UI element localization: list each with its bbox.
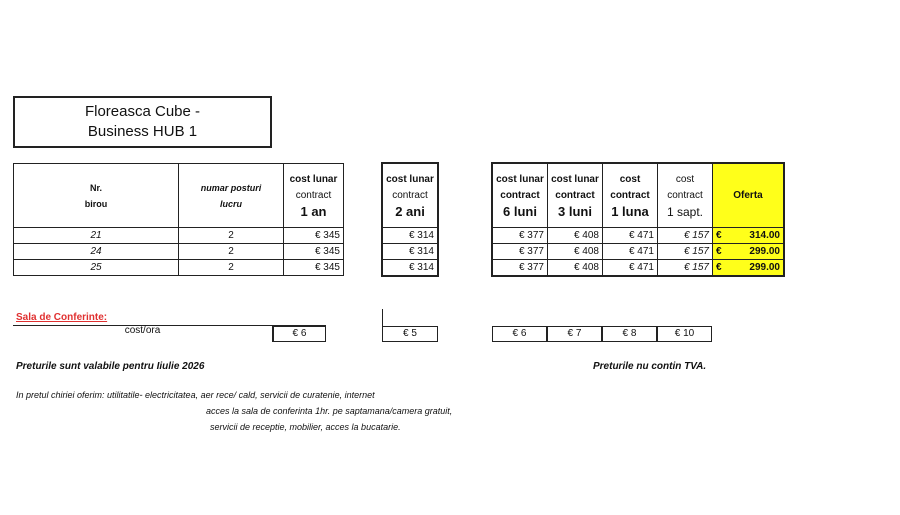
oferta-cell — [713, 244, 784, 260]
table-row — [493, 260, 784, 276]
header-1sapt-b: contract — [667, 189, 703, 201]
header-6luni-b: contract — [500, 189, 540, 201]
cost-6luni-cell: € 377 — [493, 244, 548, 260]
header-3luni-c: 3 luni — [558, 203, 592, 219]
cost-3luni-cell: € 408 — [548, 228, 603, 244]
oferta-cell — [713, 260, 784, 276]
header-6luni-a: cost lunar — [496, 173, 544, 185]
cost-6luni-cell: € 377 — [493, 228, 548, 244]
table-row — [14, 244, 344, 260]
table-row — [14, 228, 344, 244]
title-line-1: Floreasca Cube - — [84, 103, 201, 120]
includes-line-1: In pretul chiriei oferim: utilitatile- electricitatea, aer rece/ cald, servicii de curatenie, internet — [16, 390, 375, 400]
header-6luni — [493, 164, 548, 228]
header-2ani-a: cost lunar — [386, 173, 434, 185]
cost-1luna-cell: € 471 — [603, 260, 658, 276]
table-row — [493, 228, 784, 244]
sala-price-6luni: € 6 — [492, 326, 547, 342]
table-row — [493, 244, 784, 260]
header-cost-1an-b: contract — [295, 189, 332, 201]
posturi-cell: 2 — [179, 228, 284, 244]
header-2ani-c: 2 ani — [395, 203, 425, 219]
cost-1luna-cell: € 471 — [603, 244, 658, 260]
birou-cell: 21 — [14, 228, 179, 244]
sala-price-1sapt: € 10 — [657, 326, 712, 342]
cost-3luni-cell: € 408 — [548, 260, 603, 276]
header-3luni — [548, 164, 603, 228]
table-row — [383, 244, 438, 260]
header-cost-1an-a: cost lunar — [289, 173, 338, 185]
header-1luna-a: cost — [619, 173, 641, 185]
posturi-cell: 2 — [179, 244, 284, 260]
cost-1luna-cell: € 471 — [603, 228, 658, 244]
cost-3luni-cell: € 408 — [548, 244, 603, 260]
short-term-table — [492, 163, 784, 276]
validity-note: Preturile sunt valabile pentru Iiulie 2026 — [16, 361, 205, 372]
oferta-currency: € — [716, 262, 722, 273]
offices-table — [13, 163, 344, 276]
cost-cell: € 314 — [383, 244, 438, 260]
title-box — [13, 96, 272, 148]
cost-1sapt-cell: € 157 — [658, 260, 713, 276]
header-1luna-c: 1 luna — [611, 203, 649, 219]
header-1sapt — [658, 164, 713, 228]
oferta-currency: € — [716, 230, 722, 241]
posturi-cell: 2 — [179, 260, 284, 276]
cost-1sapt-cell: € 157 — [658, 244, 713, 260]
header-2ani-b: contract — [392, 189, 428, 201]
header-oferta: Oferta — [713, 164, 784, 228]
cost-1sapt-cell: € 157 — [658, 228, 713, 244]
includes-line-3: servicii de receptie, mobilier, acces la bucatarie. — [210, 422, 401, 432]
sala-2ani-line — [382, 309, 383, 326]
includes-line-2: acces la sala de conferinta 1hr. pe saptamana/camera gratuit, — [206, 406, 453, 416]
header-1luna-b: contract — [610, 189, 650, 201]
header-1sapt-c: 1 sapt. — [666, 204, 704, 219]
sala-price-3luni: € 7 — [547, 326, 602, 342]
table-row — [383, 228, 438, 244]
oferta-currency: € — [716, 246, 722, 257]
birou-cell: 24 — [14, 244, 179, 260]
header-1sapt-a: cost — [675, 173, 695, 185]
tva-note: Preturile nu contin TVA. — [593, 361, 707, 372]
header-posturi: numar posturi lucru — [179, 164, 284, 228]
two-year-table — [382, 163, 438, 276]
birou-cell: 25 — [14, 260, 179, 276]
header-3luni-b: contract — [555, 189, 595, 201]
table-row — [14, 260, 344, 276]
cost-cell: € 345 — [284, 228, 344, 244]
header-cost-1an-c: 1 an — [300, 203, 327, 219]
cost-cell: € 314 — [383, 260, 438, 276]
cost-cell: € 345 — [284, 260, 344, 276]
table-row — [383, 260, 438, 276]
sala-price-1an: € 6 — [273, 326, 326, 342]
cost-cell: € 345 — [284, 244, 344, 260]
oferta-value: 299.00 — [749, 246, 780, 257]
sala-title: Sala de Conferinte: — [16, 312, 108, 323]
header-birou: Nr. birou — [14, 164, 179, 228]
header-3luni-a: cost lunar — [551, 173, 599, 185]
header-cost-1an — [284, 164, 344, 228]
header-1luna — [603, 164, 658, 228]
sala-price-2ani: € 5 — [382, 326, 438, 342]
cost-6luni-cell: € 377 — [493, 260, 548, 276]
header-cost-2ani — [383, 164, 438, 228]
oferta-cell — [713, 228, 784, 244]
sala-price-1luna: € 8 — [602, 326, 657, 342]
oferta-value: 314.00 — [749, 230, 780, 241]
sala-unit-cell — [13, 325, 273, 342]
header-6luni-c: 6 luni — [503, 203, 537, 219]
sala-unit: cost/ora — [124, 325, 161, 336]
oferta-value: 299.00 — [749, 262, 780, 273]
cost-cell: € 314 — [383, 228, 438, 244]
title-line-2: Business HUB 1 — [87, 123, 198, 140]
